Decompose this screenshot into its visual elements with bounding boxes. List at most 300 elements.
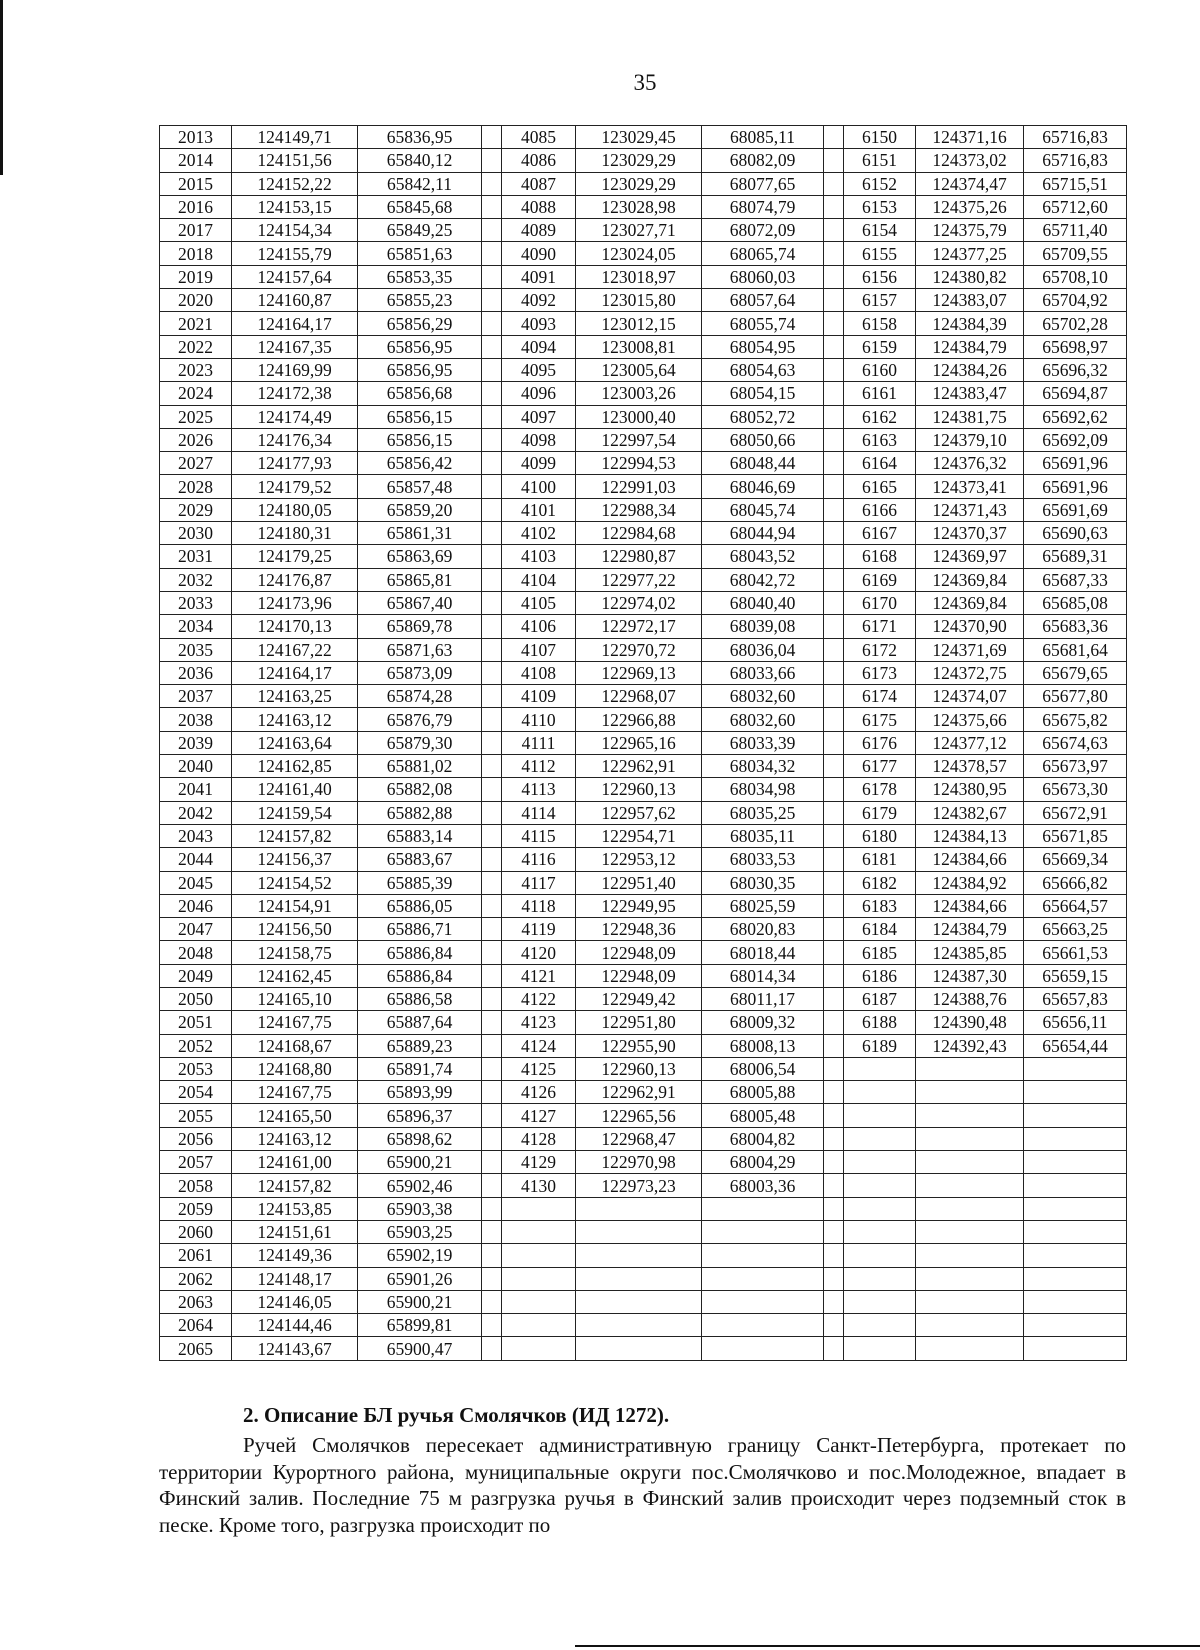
table-cell: 2036 bbox=[160, 661, 232, 684]
table-cell: 65889,23 bbox=[358, 1034, 482, 1057]
table-cell: 68043,52 bbox=[702, 545, 824, 568]
table-cell: 68020,83 bbox=[702, 918, 824, 941]
table-cell: 65883,14 bbox=[358, 824, 482, 847]
table-cell bbox=[824, 1081, 844, 1104]
table-cell bbox=[482, 987, 502, 1010]
table-cell: 65657,83 bbox=[1024, 987, 1127, 1010]
table-cell bbox=[916, 1057, 1024, 1080]
table-cell: 2049 bbox=[160, 964, 232, 987]
table-cell: 4103 bbox=[502, 545, 576, 568]
table-cell bbox=[482, 1174, 502, 1197]
table-cell: 68018,44 bbox=[702, 941, 824, 964]
table-row bbox=[160, 1174, 1127, 1197]
table-cell: 124371,69 bbox=[916, 638, 1024, 661]
table-cell: 4107 bbox=[502, 638, 576, 661]
table-cell: 65855,23 bbox=[358, 289, 482, 312]
table-cell: 2063 bbox=[160, 1290, 232, 1313]
table-cell: 6177 bbox=[844, 755, 916, 778]
table-cell: 4127 bbox=[502, 1104, 576, 1127]
table-cell: 65902,19 bbox=[358, 1244, 482, 1267]
table-cell: 68050,66 bbox=[702, 428, 824, 451]
table-cell: 124168,80 bbox=[232, 1057, 358, 1080]
table-cell: 124383,07 bbox=[916, 289, 1024, 312]
table-row bbox=[160, 591, 1127, 614]
table-cell bbox=[824, 242, 844, 265]
table-cell bbox=[916, 1337, 1024, 1360]
table-row bbox=[160, 149, 1127, 172]
table-cell: 2032 bbox=[160, 568, 232, 591]
table-cell: 68052,72 bbox=[702, 405, 824, 428]
table-cell: 65692,09 bbox=[1024, 428, 1127, 451]
table-cell bbox=[824, 335, 844, 358]
table-cell: 122972,17 bbox=[576, 615, 702, 638]
table-cell: 122974,02 bbox=[576, 591, 702, 614]
table-cell bbox=[482, 591, 502, 614]
table-cell: 6171 bbox=[844, 615, 916, 638]
table-cell: 6179 bbox=[844, 801, 916, 824]
table-cell bbox=[824, 848, 844, 871]
table-cell: 68034,32 bbox=[702, 755, 824, 778]
table-cell: 122968,47 bbox=[576, 1127, 702, 1150]
table-cell: 2024 bbox=[160, 382, 232, 405]
table-cell: 68035,25 bbox=[702, 801, 824, 824]
table-cell: 124151,56 bbox=[232, 149, 358, 172]
table-cell: 68057,64 bbox=[702, 289, 824, 312]
table-cell bbox=[482, 708, 502, 731]
table-cell: 4097 bbox=[502, 405, 576, 428]
table-cell bbox=[482, 289, 502, 312]
table-cell bbox=[502, 1337, 576, 1360]
table-cell: 6182 bbox=[844, 871, 916, 894]
table-cell: 65901,26 bbox=[358, 1267, 482, 1290]
table-cell bbox=[916, 1127, 1024, 1150]
table-cell: 2016 bbox=[160, 195, 232, 218]
table-cell: 65702,28 bbox=[1024, 312, 1127, 335]
table-cell: 4123 bbox=[502, 1011, 576, 1034]
table-cell: 124159,54 bbox=[232, 801, 358, 824]
table-cell: 65896,37 bbox=[358, 1104, 482, 1127]
table-cell: 4118 bbox=[502, 894, 576, 917]
table-cell: 6154 bbox=[844, 219, 916, 242]
table-cell bbox=[844, 1290, 916, 1313]
table-cell: 2058 bbox=[160, 1174, 232, 1197]
table-cell bbox=[702, 1244, 824, 1267]
table-cell bbox=[824, 568, 844, 591]
table-cell: 124155,79 bbox=[232, 242, 358, 265]
table-cell bbox=[824, 428, 844, 451]
table-cell bbox=[482, 1151, 502, 1174]
table-row bbox=[160, 219, 1127, 242]
table-cell bbox=[824, 894, 844, 917]
table-cell: 65849,25 bbox=[358, 219, 482, 242]
table-row bbox=[160, 615, 1127, 638]
table-cell: 124149,71 bbox=[232, 126, 358, 149]
table-cell: 68033,39 bbox=[702, 731, 824, 754]
table-cell: 68005,88 bbox=[702, 1081, 824, 1104]
table-cell bbox=[482, 848, 502, 871]
table-cell: 124154,52 bbox=[232, 871, 358, 894]
table-cell bbox=[844, 1151, 916, 1174]
table-cell: 124174,49 bbox=[232, 405, 358, 428]
table-row bbox=[160, 1127, 1127, 1150]
table-cell bbox=[844, 1197, 916, 1220]
table-row bbox=[160, 871, 1127, 894]
table-cell: 4110 bbox=[502, 708, 576, 731]
table-cell: 124382,67 bbox=[916, 801, 1024, 824]
table-cell bbox=[1024, 1151, 1127, 1174]
table-row bbox=[160, 685, 1127, 708]
table-cell bbox=[824, 219, 844, 242]
table-cell: 124375,66 bbox=[916, 708, 1024, 731]
table-cell: 6152 bbox=[844, 172, 916, 195]
table-cell: 6157 bbox=[844, 289, 916, 312]
table-cell: 65856,68 bbox=[358, 382, 482, 405]
table-row bbox=[160, 918, 1127, 941]
table-cell bbox=[916, 1104, 1024, 1127]
table-cell: 124161,40 bbox=[232, 778, 358, 801]
table-cell: 2056 bbox=[160, 1127, 232, 1150]
table-cell bbox=[844, 1057, 916, 1080]
table-cell: 124377,12 bbox=[916, 731, 1024, 754]
table-cell: 65900,47 bbox=[358, 1337, 482, 1360]
table-row bbox=[160, 894, 1127, 917]
table-cell: 124163,64 bbox=[232, 731, 358, 754]
table-cell: 65671,85 bbox=[1024, 824, 1127, 847]
table-cell bbox=[482, 894, 502, 917]
table-cell: 65661,53 bbox=[1024, 941, 1127, 964]
table-row bbox=[160, 172, 1127, 195]
table-cell: 2018 bbox=[160, 242, 232, 265]
table-cell bbox=[824, 1034, 844, 1057]
table-row bbox=[160, 801, 1127, 824]
table-cell: 122949,95 bbox=[576, 894, 702, 917]
table-cell: 124369,84 bbox=[916, 568, 1024, 591]
table-cell bbox=[482, 615, 502, 638]
table-cell: 65881,02 bbox=[358, 755, 482, 778]
table-cell: 124384,79 bbox=[916, 918, 1024, 941]
table-cell: 124167,22 bbox=[232, 638, 358, 661]
table-cell bbox=[1024, 1290, 1127, 1313]
table-cell: 6153 bbox=[844, 195, 916, 218]
table-cell: 65886,58 bbox=[358, 987, 482, 1010]
table-cell: 4113 bbox=[502, 778, 576, 801]
table-cell: 123029,29 bbox=[576, 172, 702, 195]
table-cell: 6180 bbox=[844, 824, 916, 847]
table-cell: 65674,63 bbox=[1024, 731, 1127, 754]
table-cell: 68039,08 bbox=[702, 615, 824, 638]
table-cell bbox=[482, 452, 502, 475]
table-cell: 68046,69 bbox=[702, 475, 824, 498]
table-cell: 6172 bbox=[844, 638, 916, 661]
table-cell: 65715,51 bbox=[1024, 172, 1127, 195]
table-cell: 68033,53 bbox=[702, 848, 824, 871]
table-cell: 124153,85 bbox=[232, 1197, 358, 1220]
table-cell: 124162,85 bbox=[232, 755, 358, 778]
table-cell: 122966,88 bbox=[576, 708, 702, 731]
table-cell bbox=[824, 824, 844, 847]
table-cell bbox=[844, 1081, 916, 1104]
table-cell: 124163,12 bbox=[232, 708, 358, 731]
table-cell bbox=[482, 1220, 502, 1243]
table-cell: 124144,46 bbox=[232, 1314, 358, 1337]
table-cell: 65685,08 bbox=[1024, 591, 1127, 614]
table-row bbox=[160, 1081, 1127, 1104]
table-cell: 65863,69 bbox=[358, 545, 482, 568]
table-cell bbox=[824, 661, 844, 684]
table-cell: 68033,66 bbox=[702, 661, 824, 684]
table-cell: 65899,81 bbox=[358, 1314, 482, 1337]
table-cell: 124143,67 bbox=[232, 1337, 358, 1360]
table-row bbox=[160, 708, 1127, 731]
table-cell: 65887,64 bbox=[358, 1011, 482, 1034]
table-cell: 65663,25 bbox=[1024, 918, 1127, 941]
table-cell: 122994,53 bbox=[576, 452, 702, 475]
table-cell bbox=[1024, 1197, 1127, 1220]
table-cell: 65673,30 bbox=[1024, 778, 1127, 801]
table-cell: 4088 bbox=[502, 195, 576, 218]
table-cell: 6174 bbox=[844, 685, 916, 708]
table-cell: 124179,52 bbox=[232, 475, 358, 498]
table-cell: 124371,16 bbox=[916, 126, 1024, 149]
table-cell bbox=[1024, 1244, 1127, 1267]
table-cell bbox=[482, 172, 502, 195]
table-cell: 124385,85 bbox=[916, 941, 1024, 964]
table-cell bbox=[482, 242, 502, 265]
table-row bbox=[160, 568, 1127, 591]
table-cell: 68036,04 bbox=[702, 638, 824, 661]
table-cell bbox=[482, 1267, 502, 1290]
table-cell: 4089 bbox=[502, 219, 576, 242]
table-cell: 2037 bbox=[160, 685, 232, 708]
table-cell: 2031 bbox=[160, 545, 232, 568]
table-cell: 4098 bbox=[502, 428, 576, 451]
table-cell: 124162,45 bbox=[232, 964, 358, 987]
table-cell: 122948,36 bbox=[576, 918, 702, 941]
table-cell bbox=[576, 1244, 702, 1267]
table-cell: 68055,74 bbox=[702, 312, 824, 335]
table-cell: 2044 bbox=[160, 848, 232, 871]
table-cell: 68074,79 bbox=[702, 195, 824, 218]
table-cell bbox=[824, 778, 844, 801]
table-cell: 65675,82 bbox=[1024, 708, 1127, 731]
table-cell bbox=[482, 824, 502, 847]
table-cell: 68077,65 bbox=[702, 172, 824, 195]
table-cell: 65669,34 bbox=[1024, 848, 1127, 871]
table-cell bbox=[824, 755, 844, 778]
table-cell: 65691,69 bbox=[1024, 498, 1127, 521]
table-cell bbox=[844, 1314, 916, 1337]
table-cell: 4093 bbox=[502, 312, 576, 335]
table-cell: 124158,75 bbox=[232, 941, 358, 964]
table-cell bbox=[482, 1011, 502, 1034]
table-cell: 2014 bbox=[160, 149, 232, 172]
table-cell bbox=[482, 871, 502, 894]
table-cell: 68011,17 bbox=[702, 987, 824, 1010]
table-cell: 4114 bbox=[502, 801, 576, 824]
table-cell: 2035 bbox=[160, 638, 232, 661]
table-cell bbox=[1024, 1267, 1127, 1290]
table-cell: 124376,32 bbox=[916, 452, 1024, 475]
table-cell: 124375,26 bbox=[916, 195, 1024, 218]
table-cell: 65656,11 bbox=[1024, 1011, 1127, 1034]
table-cell bbox=[482, 1244, 502, 1267]
table-cell: 122997,54 bbox=[576, 428, 702, 451]
table-cell: 65856,29 bbox=[358, 312, 482, 335]
table-cell: 124369,97 bbox=[916, 545, 1024, 568]
table-cell: 124387,30 bbox=[916, 964, 1024, 987]
table-row bbox=[160, 964, 1127, 987]
table-cell: 124164,17 bbox=[232, 661, 358, 684]
table-cell: 2064 bbox=[160, 1314, 232, 1337]
table-cell bbox=[824, 405, 844, 428]
table-cell bbox=[824, 1314, 844, 1337]
table-cell: 2052 bbox=[160, 1034, 232, 1057]
table-cell: 68065,74 bbox=[702, 242, 824, 265]
table-cell: 124369,84 bbox=[916, 591, 1024, 614]
table-cell: 2027 bbox=[160, 452, 232, 475]
table-cell bbox=[482, 149, 502, 172]
table-cell: 65856,42 bbox=[358, 452, 482, 475]
table-cell: 124177,93 bbox=[232, 452, 358, 475]
table-cell: 65893,99 bbox=[358, 1081, 482, 1104]
table-cell: 123003,26 bbox=[576, 382, 702, 405]
table-cell: 2033 bbox=[160, 591, 232, 614]
table-cell: 122962,91 bbox=[576, 1081, 702, 1104]
table-cell bbox=[824, 149, 844, 172]
table-cell: 6168 bbox=[844, 545, 916, 568]
table-cell: 2051 bbox=[160, 1011, 232, 1034]
table-cell bbox=[482, 568, 502, 591]
table-cell bbox=[824, 918, 844, 941]
table-cell bbox=[482, 1290, 502, 1313]
table-cell: 65691,96 bbox=[1024, 475, 1127, 498]
table-cell: 122948,09 bbox=[576, 964, 702, 987]
table-cell bbox=[824, 522, 844, 545]
table-cell: 4128 bbox=[502, 1127, 576, 1150]
table-cell bbox=[482, 1337, 502, 1360]
table-cell: 65689,31 bbox=[1024, 545, 1127, 568]
table-cell bbox=[824, 358, 844, 381]
table-cell: 65696,32 bbox=[1024, 358, 1127, 381]
table-cell bbox=[824, 1011, 844, 1034]
table-cell: 65856,15 bbox=[358, 405, 482, 428]
table-cell: 4101 bbox=[502, 498, 576, 521]
table-cell bbox=[824, 312, 844, 335]
table-cell: 124380,95 bbox=[916, 778, 1024, 801]
table-cell: 6165 bbox=[844, 475, 916, 498]
table-cell bbox=[482, 475, 502, 498]
table-cell: 2013 bbox=[160, 126, 232, 149]
table-cell bbox=[916, 1314, 1024, 1337]
table-cell bbox=[482, 312, 502, 335]
table-cell: 2030 bbox=[160, 522, 232, 545]
table-cell: 124167,75 bbox=[232, 1011, 358, 1034]
table-cell bbox=[824, 1220, 844, 1243]
table-cell: 6162 bbox=[844, 405, 916, 428]
table-cell: 65886,71 bbox=[358, 918, 482, 941]
table-cell bbox=[1024, 1127, 1127, 1150]
table-cell bbox=[1024, 1220, 1127, 1243]
table-cell: 65882,08 bbox=[358, 778, 482, 801]
table-cell bbox=[1024, 1081, 1127, 1104]
table-cell bbox=[482, 522, 502, 545]
table-cell bbox=[482, 801, 502, 824]
table-cell: 123024,05 bbox=[576, 242, 702, 265]
table-cell bbox=[824, 708, 844, 731]
table-cell: 65716,83 bbox=[1024, 149, 1127, 172]
table-cell bbox=[482, 428, 502, 451]
table-cell: 6164 bbox=[844, 452, 916, 475]
table-row bbox=[160, 428, 1127, 451]
table-cell bbox=[824, 1267, 844, 1290]
table-row bbox=[160, 1197, 1127, 1220]
table-cell bbox=[576, 1267, 702, 1290]
table-cell: 124160,87 bbox=[232, 289, 358, 312]
table-cell: 124154,34 bbox=[232, 219, 358, 242]
table-cell: 124381,75 bbox=[916, 405, 1024, 428]
table-row bbox=[160, 126, 1127, 149]
table-cell: 4091 bbox=[502, 265, 576, 288]
table-cell: 2054 bbox=[160, 1081, 232, 1104]
table-cell bbox=[916, 1081, 1024, 1104]
table-row bbox=[160, 987, 1127, 1010]
table-cell: 4111 bbox=[502, 731, 576, 754]
table-cell: 124374,07 bbox=[916, 685, 1024, 708]
table-cell bbox=[824, 987, 844, 1010]
table-cell: 6170 bbox=[844, 591, 916, 614]
table-cell bbox=[702, 1314, 824, 1337]
table-cell: 124156,37 bbox=[232, 848, 358, 871]
table-cell: 68014,34 bbox=[702, 964, 824, 987]
table-cell: 6186 bbox=[844, 964, 916, 987]
table-cell bbox=[502, 1197, 576, 1220]
table-cell: 68008,13 bbox=[702, 1034, 824, 1057]
table-cell: 2042 bbox=[160, 801, 232, 824]
table-cell bbox=[824, 1244, 844, 1267]
table-cell bbox=[844, 1104, 916, 1127]
table-cell: 122962,91 bbox=[576, 755, 702, 778]
table-cell: 68048,44 bbox=[702, 452, 824, 475]
table-cell bbox=[824, 265, 844, 288]
table-cell: 65861,31 bbox=[358, 522, 482, 545]
table-row bbox=[160, 335, 1127, 358]
table-cell bbox=[482, 755, 502, 778]
table-cell: 124176,34 bbox=[232, 428, 358, 451]
table-cell: 68054,63 bbox=[702, 358, 824, 381]
table-cell: 124167,75 bbox=[232, 1081, 358, 1104]
table-cell: 65898,62 bbox=[358, 1127, 482, 1150]
table-cell: 65886,84 bbox=[358, 941, 482, 964]
table-cell bbox=[482, 382, 502, 405]
table-cell: 6151 bbox=[844, 149, 916, 172]
table-cell: 4086 bbox=[502, 149, 576, 172]
table-cell bbox=[702, 1197, 824, 1220]
table-cell: 2053 bbox=[160, 1057, 232, 1080]
table-cell bbox=[824, 195, 844, 218]
table-cell: 124373,41 bbox=[916, 475, 1024, 498]
table-cell: 65891,74 bbox=[358, 1057, 482, 1080]
table-cell: 68009,32 bbox=[702, 1011, 824, 1034]
table-row bbox=[160, 778, 1127, 801]
table-cell: 122960,13 bbox=[576, 1057, 702, 1080]
table-cell bbox=[824, 1151, 844, 1174]
table-cell: 65690,63 bbox=[1024, 522, 1127, 545]
table-cell: 4122 bbox=[502, 987, 576, 1010]
table-cell: 65869,78 bbox=[358, 615, 482, 638]
table-cell: 65716,83 bbox=[1024, 126, 1127, 149]
table-cell: 123029,45 bbox=[576, 126, 702, 149]
table-cell: 65886,84 bbox=[358, 964, 482, 987]
